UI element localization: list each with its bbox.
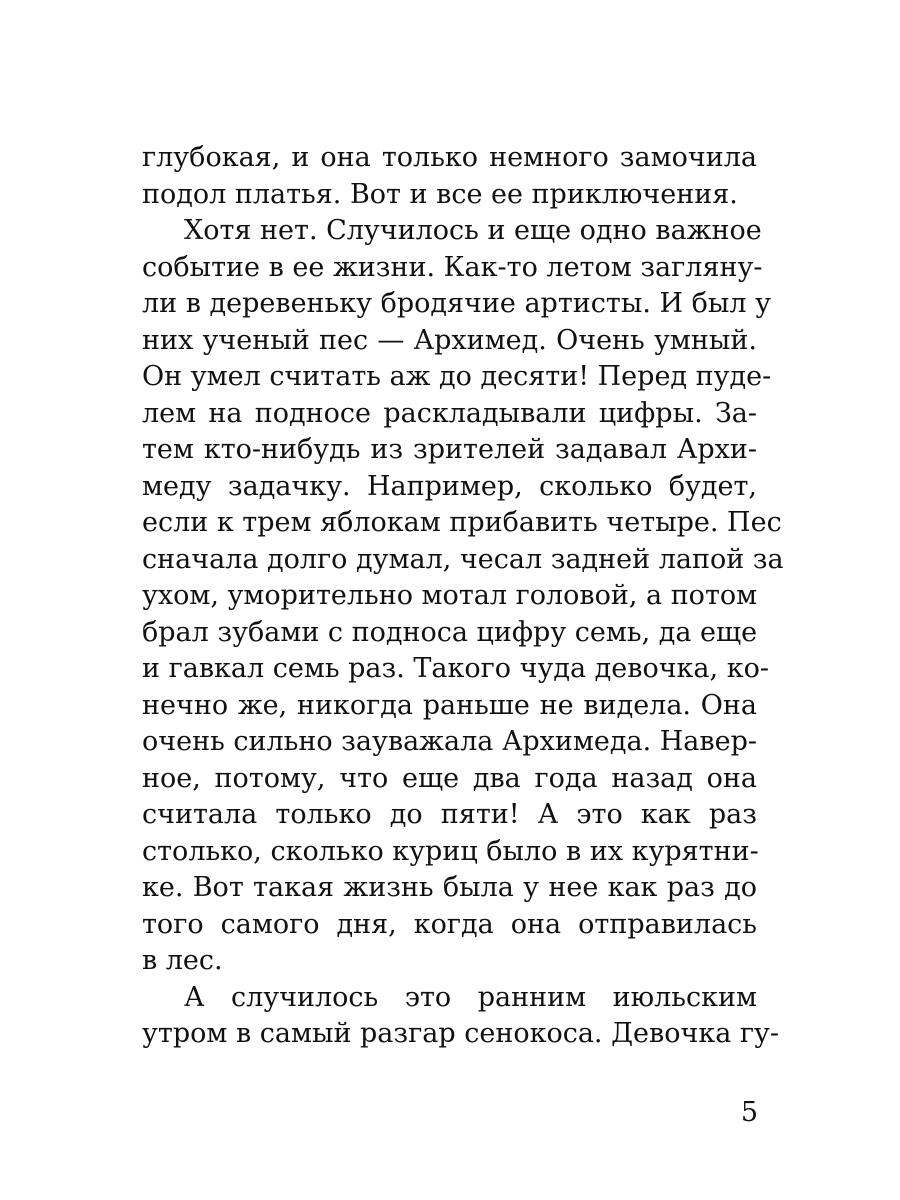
text-line: подол платья. Вот и все ее приключения. bbox=[142, 178, 738, 210]
book-text bbox=[142, 140, 784, 1053]
text-line: нечно же, никогда раньше не видела. Она bbox=[142, 689, 757, 721]
text-line: событие в ее жизни. Как-то летом загляну- bbox=[142, 251, 763, 283]
text-line: того самого дня, когда она отправилась bbox=[142, 908, 757, 940]
text-line: ухом, уморительно мотал головой, а потом bbox=[142, 580, 758, 611]
text-line: столько, сколько куриц было в их курятни- bbox=[142, 835, 759, 867]
text-line: меду задачку. Например, сколько будет, bbox=[142, 470, 757, 502]
text-line: ли в деревеньку бродячие артисты. И был у bbox=[142, 288, 771, 319]
text-line: них ученый пес — Архимед. Очень умный. bbox=[142, 324, 757, 356]
text-line: брал зубами с подноса цифру семь, да еще bbox=[142, 616, 758, 648]
text-line: и гавкал семь раз. Такого чуда девочка, ко- bbox=[142, 653, 769, 684]
text-line: сначала долго думал, чесал задней лапой за bbox=[142, 543, 784, 575]
text-line: утром в самый разгар сенокоса. Девочка гу- bbox=[142, 1018, 780, 1049]
text-line: если к трем яблокам прибавить четыре. Пес bbox=[142, 507, 782, 538]
paragraph bbox=[142, 980, 780, 1053]
text-line: ке. Вот такая жизнь была у нее как раз до bbox=[142, 872, 757, 903]
text-line: А случилось это ранним июльским bbox=[184, 981, 757, 1013]
text-line: считала только до пяти! А это как раз bbox=[142, 799, 757, 830]
text-line: Он умел считать аж до десяти! Перед пуде- bbox=[142, 361, 772, 392]
text-line: в лес. bbox=[142, 945, 223, 976]
text-line: лем на подносе раскладывали цифры. За- bbox=[142, 397, 757, 429]
paragraph bbox=[142, 140, 757, 213]
text-line: тем кто-нибудь из зрителей задавал Архи- bbox=[142, 434, 757, 465]
paragraph bbox=[142, 213, 784, 980]
text-line: глубокая, и она только немного замочила bbox=[142, 142, 757, 173]
text-line: Хотя нет. Случилось и еще одно важное bbox=[184, 215, 762, 246]
text-line: ное, потому, что еще два года назад она bbox=[142, 762, 757, 794]
text-line: очень сильно зауважала Архимеда. Навер- bbox=[142, 726, 757, 757]
page-number: 5 bbox=[740, 1097, 758, 1128]
